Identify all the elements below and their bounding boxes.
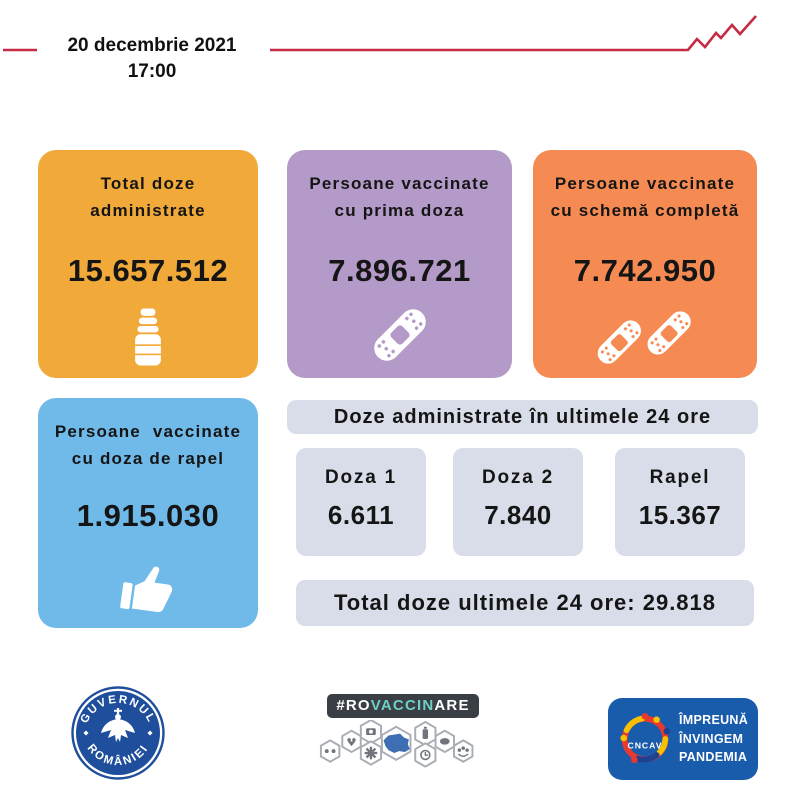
bandage-icon xyxy=(287,296,512,374)
doza1-label: Doza 1 xyxy=(324,467,398,488)
last24-title-bar xyxy=(287,400,758,434)
total-doses-value: 15.657.512 xyxy=(67,253,229,288)
card-full-schema xyxy=(533,150,757,378)
double-bandage-icon xyxy=(533,294,757,370)
card-title: Persoane vaccinate cu schemă completă xyxy=(550,174,740,221)
report-datetime xyxy=(52,33,252,84)
report-date: 20 decembrie 2021 xyxy=(67,35,237,56)
card-title: Persoane vaccinate cu prima doza xyxy=(309,174,490,221)
last24-title: Doze administrate în ultimele 24 ore xyxy=(333,405,712,428)
last24-total-label: Total doze ultimele 24 ore: 29.818 xyxy=(333,590,717,615)
booster-dose-value: 1.915.030 xyxy=(76,498,220,533)
cncav-logo xyxy=(608,698,758,780)
card-first-dose xyxy=(287,150,512,378)
first-dose-value: 7.896.721 xyxy=(328,253,471,288)
card-total-doses xyxy=(38,150,258,378)
card-title: Persoane vaccinate cu doza de rapel xyxy=(54,422,242,469)
cncav-acronym: CNCAV xyxy=(627,740,663,751)
doza2-label: Doza 2 xyxy=(481,467,555,488)
card-booster-dose xyxy=(38,398,258,628)
thumbs-up-icon xyxy=(38,558,258,618)
seal-bottom-text: ROMÂNIEI xyxy=(84,742,152,769)
last24-total-bar xyxy=(296,580,754,626)
hexagon-cluster-graphic xyxy=(313,720,493,788)
cncav-emblem-icon xyxy=(615,709,675,769)
cncav-slogan: ÎMPREUNĂ ÎNVINGEM PANDEMIA xyxy=(679,712,749,765)
government-of-romania-seal xyxy=(71,686,165,780)
card-title: Total doze administrate xyxy=(90,174,206,221)
doza1-value: 6.611 xyxy=(327,500,395,530)
last24-box-doza2 xyxy=(453,448,583,556)
rapel-value: 15.367 xyxy=(638,500,722,530)
report-time: 17:00 xyxy=(127,60,177,82)
rapel-label: Rapel xyxy=(649,467,711,488)
vial-icon xyxy=(38,306,258,368)
doza2-value: 7.840 xyxy=(484,500,552,530)
rovaccinare-hashtag-badge: #ROVACCINARE xyxy=(327,694,478,718)
last24-box-doza1 xyxy=(296,448,426,556)
full-schema-value: 7.742.950 xyxy=(573,253,717,288)
last24-box-rapel xyxy=(615,448,745,556)
rovaccinare-logo xyxy=(313,694,493,789)
seal-top-text: GUVERNUL xyxy=(78,693,158,726)
